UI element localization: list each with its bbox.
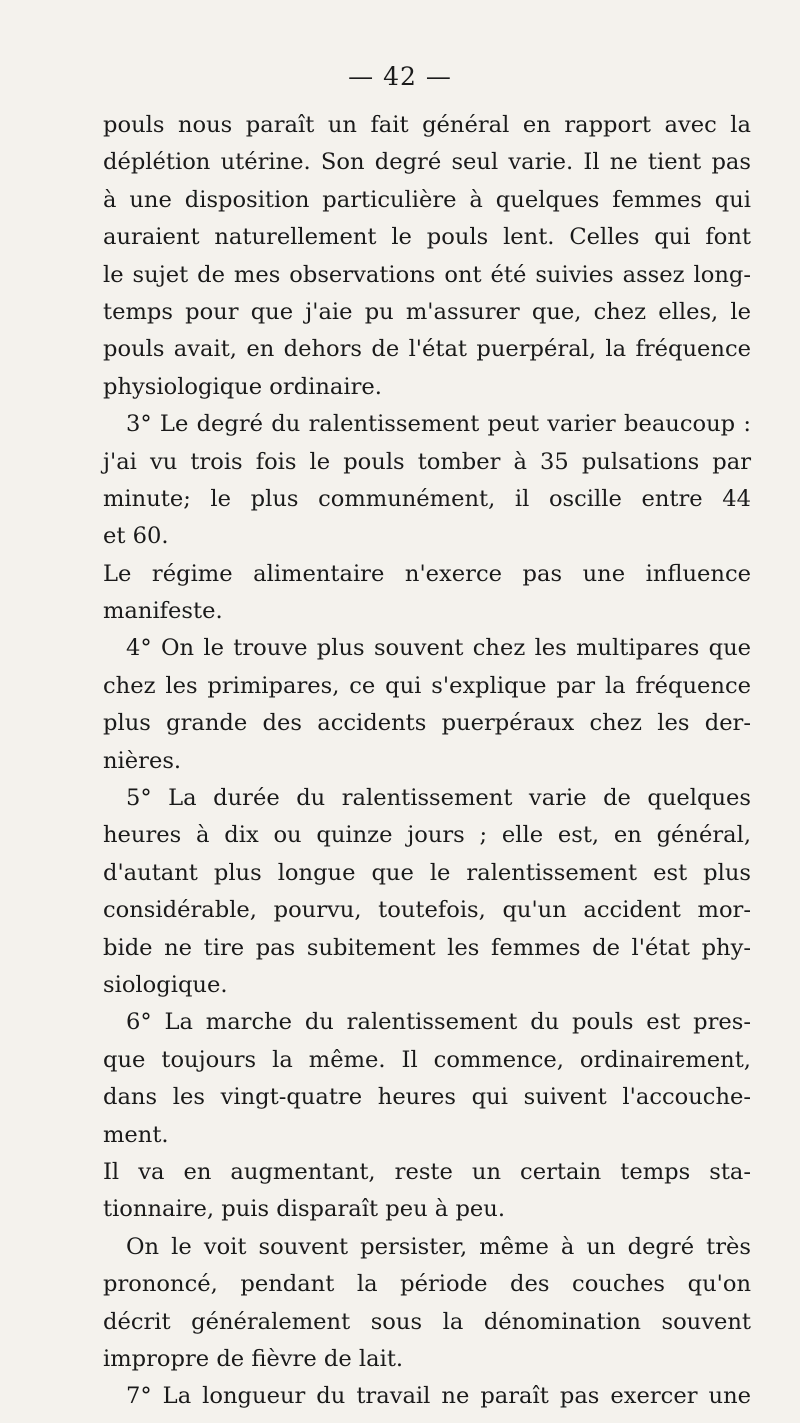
text-line: manifeste. [103,598,223,625]
text-line: dans les vingt-quatre heures qui suivent l'accouche- [103,1084,751,1111]
text-line: On le voit souvent persister, même à un degré très [126,1233,751,1260]
text-line: bide ne tire pas subitement les femmes de l'état phy- [103,934,751,961]
text-line: 3° Le degré du ralentissement peut varier beaucoup : [126,411,751,438]
text-line: Le régime alimentaire n'exerce pas une influence [103,560,751,587]
text-line: 7° La longueur du travail ne paraît pas exercer une [126,1383,751,1410]
text-line: auraient naturellement le pouls lent. Celles qui font [103,224,751,251]
text-line: physiologique ordinaire. [103,373,382,400]
text-line: Il va en augmentant, reste un certain temps sta- [103,1158,751,1185]
text-line: heures à dix ou quinze jours ; elle est, en général, [103,822,751,849]
text-line: et 60. [103,523,169,550]
text-line: temps pour que j'aie pu m'assurer que, chez elles, le [103,298,751,325]
text-line: que toujours la même. Il commence, ordinairement, [103,1046,751,1073]
text-line: 4° On le trouve plus souvent chez les multipares que [126,635,751,662]
text-line: plus grande des accidents puerpéraux chez les der- [103,710,751,737]
text-line: prononcé, pendant la période des couches qu'on [103,1271,751,1298]
text-line: considérable, pourvu, toutefois, qu'un accident mor- [103,897,751,924]
text-line: tionnaire, puis disparaît peu à peu. [103,1196,506,1223]
text-line: 6° La marche du ralentissement du pouls est pres- [126,1009,751,1036]
text-line: nières. [103,747,182,774]
text-line: 5° La durée du ralentissement varie de quelques [126,785,751,812]
text-line: ment. [103,1121,169,1148]
text-line: à une disposition particulière à quelques femmes qui [103,186,751,213]
text-line: siologique. [103,971,228,998]
text-line: déplétion utérine. Son degré seul varie. Il ne tient pas [103,149,751,176]
text-line: chez les primipares, ce qui s'explique par la fréquence [103,672,751,699]
page-number: — 42 — [348,62,452,91]
body-text [103,107,751,1416]
text-line: le sujet de mes observations ont été suivies assez long- [103,261,751,288]
text-line: impropre de fièvre de lait. [103,1345,404,1372]
text-line: pouls nous paraît un fait général en rapport avec la [103,112,751,138]
text-line: pouls avait, en dehors de l'état puerpéral, la fréquence [103,336,751,363]
text-line: d'autant plus longue que le ralentissement est plus [103,859,751,886]
text-line: j'ai vu trois fois le pouls tomber à 35 pulsations par [103,448,751,475]
text-line: minute; le plus communément, il oscille entre 44 [103,485,751,512]
text-line: décrit généralement sous la dénomination souvent [103,1308,751,1335]
